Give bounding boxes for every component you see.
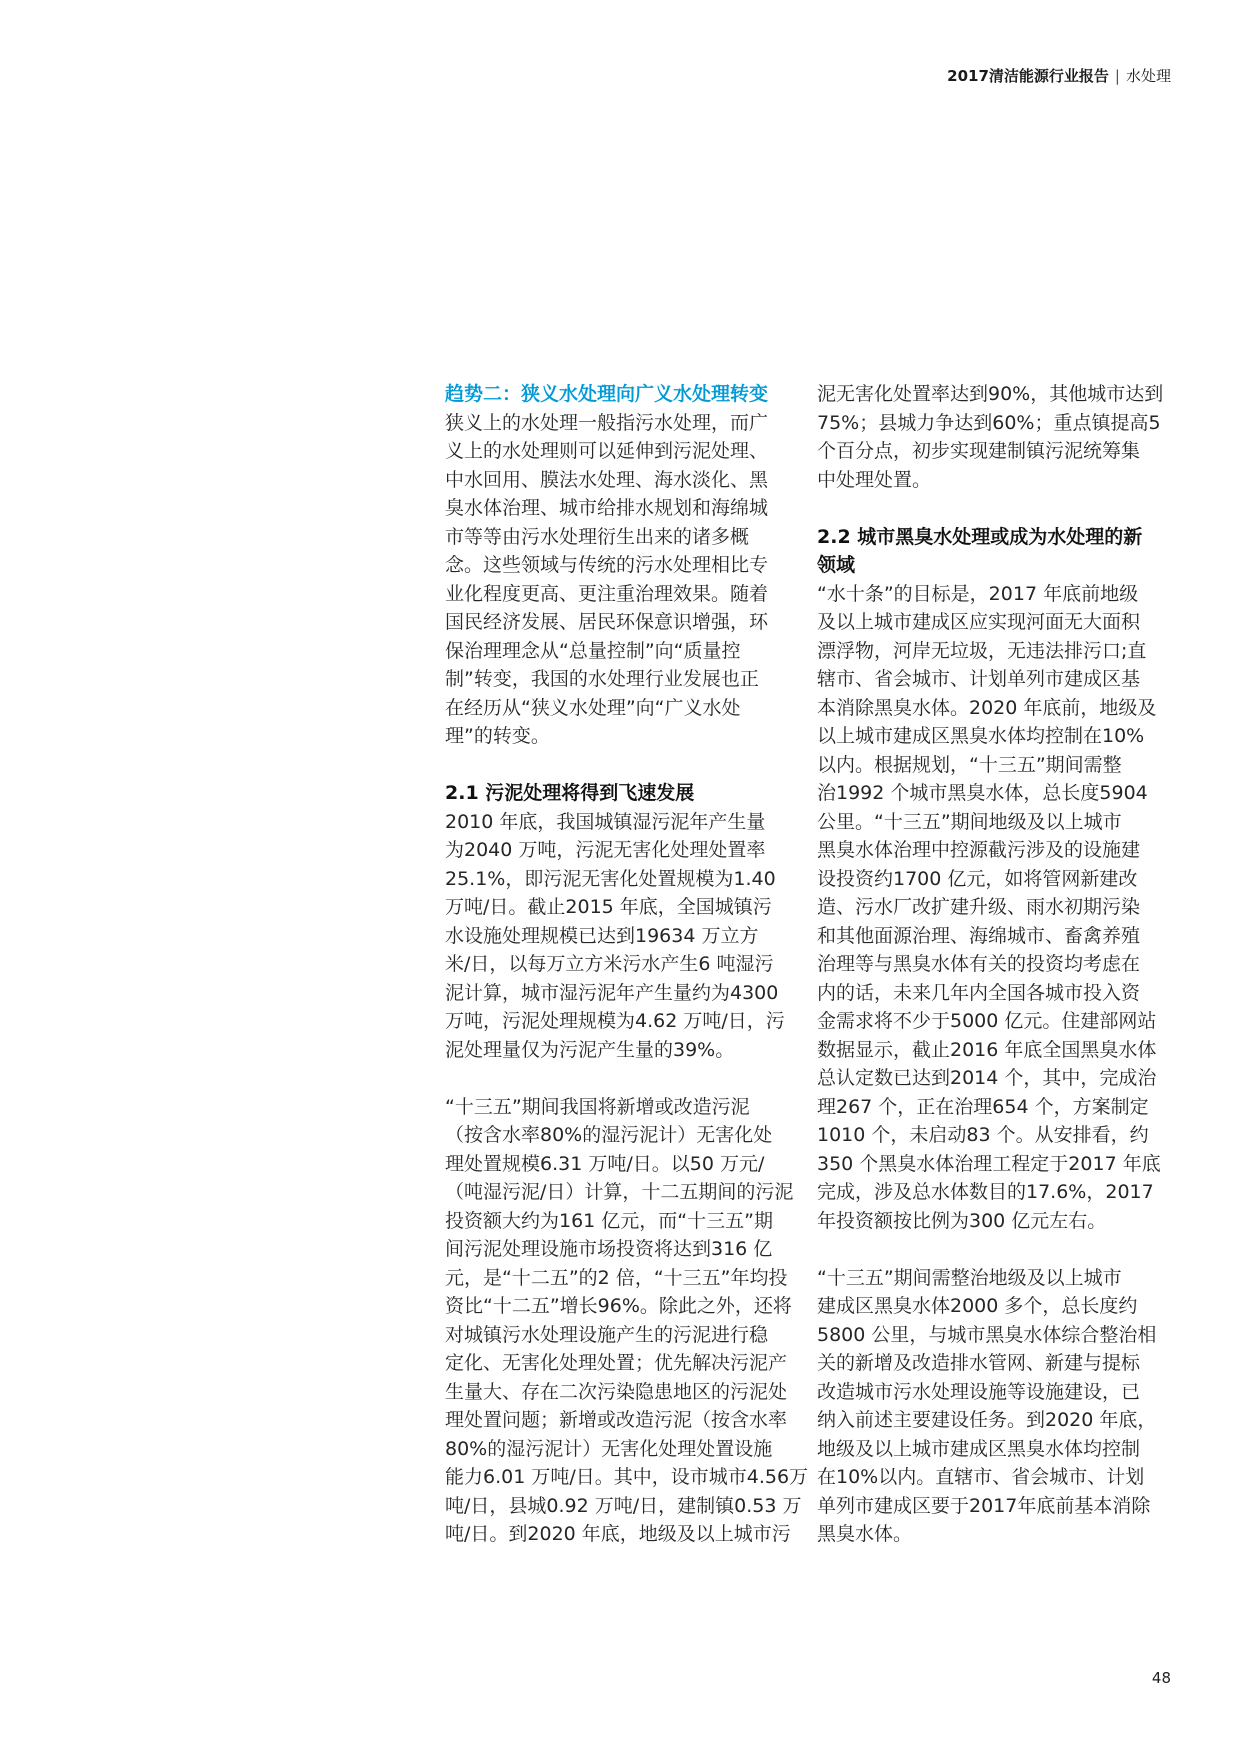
text-line: 在经历从“狭义水处理”向“广义水处 bbox=[445, 696, 741, 719]
text-line: 单列市建成区要于2017年底前基本消除 bbox=[817, 1494, 1151, 1517]
text-line: 建成区黑臭水体2000 多个，总长度约 bbox=[817, 1295, 1138, 1317]
text-line: 个百分点，初步实现建制镇污泥统筹集 bbox=[817, 440, 1141, 462]
text-line: 资比“十二五”增长96%。除此之外，还将 bbox=[445, 1295, 792, 1317]
text-line: 公里。“十三五”期间地级及以上城市 bbox=[817, 810, 1122, 833]
text-line: 辖市、省会城市、计划单列市建成区基 bbox=[817, 668, 1141, 690]
section-2-1-paragraph-1 bbox=[445, 808, 795, 1065]
text-line: 2010 年底，我国城镇湿污泥年产生量 bbox=[445, 810, 766, 833]
text-line: 狭义上的水处理一般指污水处理，而广 bbox=[445, 411, 769, 434]
text-line: 关的新增及改造排水管网、新建与提标 bbox=[817, 1352, 1141, 1374]
text-line: 米/日，以每万立方米污水产生6 吨湿污 bbox=[445, 953, 774, 975]
text-line: 75%；县城力争达到60%；重点镇提高5 bbox=[817, 411, 1161, 434]
text-line: 泥计算，城市湿污泥年产生量约为4300 bbox=[445, 981, 779, 1004]
text-line: 25.1%，即污泥无害化处置规模为1.40 bbox=[445, 867, 776, 890]
text-line: 义上的水处理则可以延伸到污泥处理、 bbox=[445, 440, 769, 462]
text-line: “十三五”期间需整治地级及以上城市 bbox=[817, 1266, 1122, 1289]
text-line: 吨/日。到2020 年底，地级及以上城市污 bbox=[445, 1523, 791, 1545]
text-line: 治1992 个城市黑臭水体，总长度5904 bbox=[817, 782, 1148, 804]
trend-title: 趋势二：狭义水处理向广义水处理转变 bbox=[445, 383, 769, 405]
right-column bbox=[817, 380, 1172, 1549]
text-line: 350 个黑臭水体治理工程定于2017 年底 bbox=[817, 1152, 1161, 1175]
text-line: 及以上城市建成区应实现河面无大面积 bbox=[817, 611, 1141, 633]
text-line: （按含水率80%的湿污泥计）无害化处 bbox=[445, 1124, 773, 1146]
text-line: 吨/日，县城0.92 万吨/日，建制镇0.53 万 bbox=[445, 1494, 802, 1517]
text-line: 市等等由污水处理衍生出来的诸多概 bbox=[445, 525, 750, 548]
text-line: 内的话，未来几年内全国各城市投入资 bbox=[817, 981, 1141, 1004]
text-line: 定化、无害化处理处置；优先解决污泥产 bbox=[445, 1352, 788, 1374]
text-line: 以内。根据规划，“十三五”期间需整 bbox=[817, 753, 1122, 776]
section-2-1-title: 2.1 污泥处理将得到飞速发展 bbox=[445, 782, 695, 804]
text-line: 地级及以上城市建成区黑臭水体均控制 bbox=[817, 1437, 1141, 1460]
text-line: 完成，涉及总水体数目的17.6%，2017 bbox=[817, 1181, 1154, 1203]
text-line: 水设施处理规模已达到19634 万立方 bbox=[445, 924, 759, 947]
intro-paragraph bbox=[445, 409, 795, 751]
section-name: 水处理 bbox=[1125, 67, 1171, 85]
section-2-2-title bbox=[817, 523, 1172, 580]
text-line: 数据显示，截止2016 年底全国黑臭水体 bbox=[817, 1038, 1157, 1061]
section-2-2-paragraph-1 bbox=[817, 580, 1172, 1236]
text-line: 年投资额按比例为300 亿元左右。 bbox=[817, 1209, 1107, 1232]
page-number: 48 bbox=[1151, 1669, 1171, 1687]
text-line: 2.2 城市黑臭水处理或成为水处理的新 bbox=[817, 525, 1143, 548]
section-2-2-paragraph-2 bbox=[817, 1264, 1172, 1549]
text-line: 领域 bbox=[817, 554, 856, 576]
header-separator: | bbox=[1114, 67, 1120, 85]
report-title: 2017清洁能源行业报告 bbox=[947, 67, 1109, 85]
text-line: 1010 个，未启动83 个。从安排看，约 bbox=[817, 1124, 1149, 1146]
text-line: 元，是“十二五”的2 倍，“十三五”年均投 bbox=[445, 1266, 788, 1289]
text-line: 理处置规模6.31 万吨/日。以50 万元/ bbox=[445, 1152, 765, 1175]
paragraph-gap bbox=[445, 751, 795, 780]
text-line: 泥无害化处置率达到90%，其他城市达到 bbox=[817, 383, 1164, 405]
page-header bbox=[947, 66, 1171, 86]
text-line: 对城镇污水处理设施产生的污泥进行稳 bbox=[445, 1323, 769, 1346]
text-line: 在10%以内。直辖市、省会城市、计划 bbox=[817, 1466, 1145, 1488]
text-line: 间污泥处理设施市场投资将达到316 亿 bbox=[445, 1238, 773, 1260]
text-line: 以上城市建成区黑臭水体均控制在10% bbox=[817, 725, 1145, 747]
text-line: （吨湿污泥/日）计算，十二五期间的污泥 bbox=[445, 1181, 794, 1203]
text-line: 黑臭水体治理中控源截污涉及的设施建 bbox=[817, 839, 1141, 861]
left-column bbox=[445, 380, 809, 1549]
text-line: 设投资约1700 亿元，如将管网新建改 bbox=[817, 867, 1138, 890]
text-line: 理”的转变。 bbox=[445, 725, 550, 747]
text-line: 制”转变，我国的水处理行业发展也正 bbox=[445, 668, 759, 690]
section-2-1-paragraph-2 bbox=[445, 1093, 809, 1549]
text-line: 5800 公里，与城市黑臭水体综合整治相 bbox=[817, 1323, 1157, 1346]
text-line: 生量大、存在二次污染隐患地区的污泥处 bbox=[445, 1380, 788, 1403]
text-line: 漂浮物，河岸无垃圾，无违法排污口;直 bbox=[817, 639, 1147, 662]
text-line: 泥处理量仅为污泥产生量的39%。 bbox=[445, 1038, 735, 1061]
paragraph-gap bbox=[817, 1235, 1172, 1264]
text-line: 改造城市污水处理设施等设施建设，已 bbox=[817, 1380, 1141, 1403]
text-line: 能力6.01 万吨/日。其中，设市城市4.56万 bbox=[445, 1466, 809, 1488]
text-line: 业化程度更高、更注重治理效果。随着 bbox=[445, 582, 769, 605]
paragraph-gap bbox=[445, 1064, 795, 1093]
text-line: 80%的湿污泥计）无害化处理处置设施 bbox=[445, 1437, 773, 1460]
text-line: 国民经济发展、居民环保意识增强，环 bbox=[445, 611, 769, 633]
text-line: “水十条”的目标是，2017 年底前地级 bbox=[817, 582, 1139, 605]
text-line: 金需求将不少于5000 亿元。住建部网站 bbox=[817, 1010, 1157, 1032]
text-line: 理267 个，正在治理654 个，方案制定 bbox=[817, 1095, 1149, 1118]
text-line: 中水回用、膜法水处理、海水淡化、黑 bbox=[445, 468, 769, 491]
text-line: 保治理理念从“总量控制”向“质量控 bbox=[445, 639, 741, 662]
text-line: 万吨/日。截止2015 年底，全国城镇污 bbox=[445, 896, 772, 918]
text-line: 黑臭水体。 bbox=[817, 1523, 913, 1545]
text-line: 理处置问题；新增或改造污泥（按含水率 bbox=[445, 1409, 788, 1431]
text-line: 万吨，污泥处理规模为4.62 万吨/日，污 bbox=[445, 1010, 785, 1032]
continuation-paragraph bbox=[817, 380, 1172, 494]
text-line: 臭水体治理、城市给排水规划和海绵城 bbox=[445, 497, 769, 519]
text-line: 本消除黑臭水体。2020 年底前，地级及 bbox=[817, 696, 1157, 719]
text-line: 中处理处置。 bbox=[817, 468, 932, 491]
text-line: 治理等与黑臭水体有关的投资均考虑在 bbox=[817, 953, 1141, 975]
text-line: 念。这些领域与传统的污水处理相比专 bbox=[445, 554, 769, 576]
text-line: 造、污水厂改扩建升级、雨水初期污染 bbox=[817, 896, 1141, 918]
text-line: 投资额大约为161 亿元，而“十三五”期 bbox=[445, 1209, 773, 1232]
text-line: “十三五”期间我国将新增或改造污泥 bbox=[445, 1095, 750, 1118]
text-line: 总认定数已达到2014 个，其中，完成治 bbox=[817, 1067, 1157, 1089]
text-line: 纳入前述主要建设任务。到2020 年底， bbox=[817, 1409, 1157, 1431]
paragraph-gap bbox=[817, 494, 1172, 523]
text-line: 为2040 万吨，污泥无害化处理处置率 bbox=[445, 839, 766, 861]
text-line: 和其他面源治理、海绵城市、畜禽养殖 bbox=[817, 924, 1141, 947]
